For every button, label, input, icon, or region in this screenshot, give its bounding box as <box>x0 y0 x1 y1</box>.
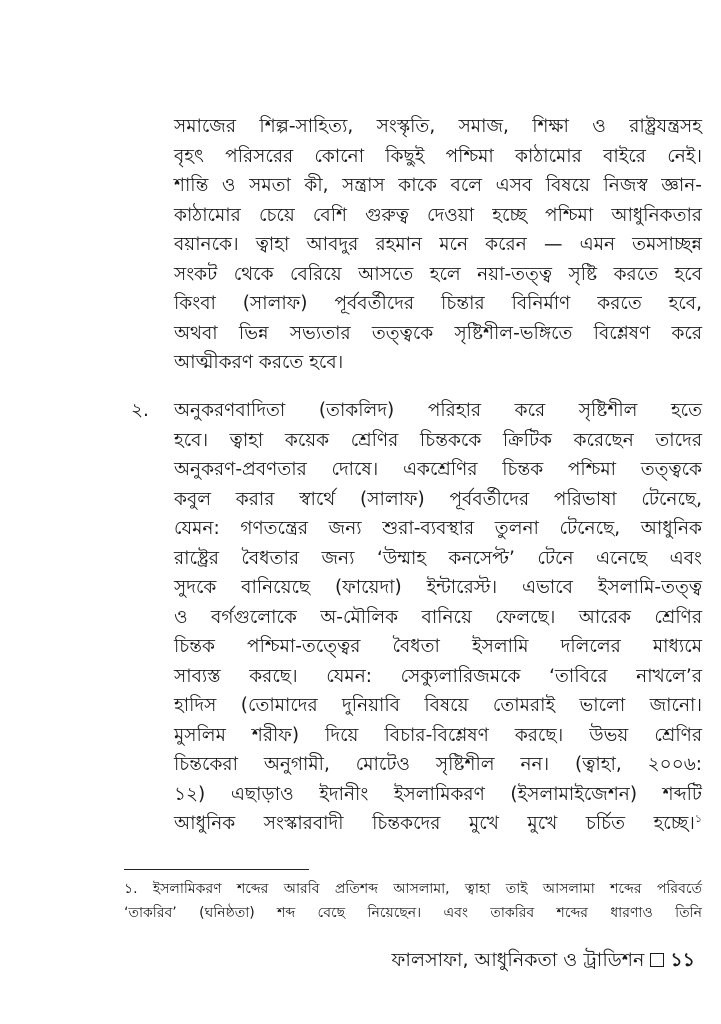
text-line: অথবা ভিন্ন সভ্যতার তত্ত্বকে সৃষ্টিশীল-ভঙ্গিতে বিশ্লেষণ করে <box>174 322 702 344</box>
page-footer <box>392 946 695 974</box>
text-line: কাঠামোর চেয়ে বেশি গুরুত্ব দেওয়া হচ্ছে পশ্চিমা আধুনিকতার <box>174 204 702 226</box>
book-title: ফালসাফা, আধুনিকতা ও ট্রাডিশন <box>391 949 645 971</box>
text-line-with-footnote <box>174 809 702 839</box>
text-line: অনুকরণ-প্রবণতার দোষে। একশ্রেণির চিন্তক পশ্চিমা তত্ত্বকে <box>174 459 702 480</box>
paragraph-continued <box>174 112 702 378</box>
text-line: অনুকরণবাদিতা (তাকলিদ) পরিহার করে সৃষ্টিশীল হতে <box>174 400 702 421</box>
footnote-line: ‘তাকরিব’ (ঘনিষ্ঠতা) শব্দ বেছে নিয়েছেন। এবং তাকরিব শব্দের ধারণাও তিনি <box>124 905 702 921</box>
square-separator-icon <box>650 953 664 967</box>
text-line: যেমন: গণতন্ত্রের জন্য শুরা-ব্যবস্থার তুলনা টেনেছে, আধুনিক <box>174 518 702 539</box>
text-line: বৃহৎ পরিসরের কোনো কিছুই পশ্চিমা কাঠামোর বাইরে নেই। <box>174 145 702 167</box>
text-line: হবে। ত্বাহা কয়েক শ্রেণির চিন্তককে ক্রিটিক করেছেন তাদের <box>174 429 702 451</box>
footnote-divider <box>124 869 309 870</box>
text-line: চিন্তক পশ্চিমা-তত্ত্বের বৈধতা ইসলামি দলিলের মাধ্যমে <box>174 636 702 657</box>
numbered-point <box>174 396 702 839</box>
footnote-reference[interactable]: ১ <box>694 811 702 825</box>
text-line: সুদকে বানিয়েছে (ফায়েদা) ইন্টারেস্ট। এভাবে ইসলামি-তত্ত্ব <box>174 577 702 598</box>
text-line: কবুল করার স্বার্থে (সালাফ) পূর্ববর্তীদের পরিভাষা টেনেছে, <box>174 488 702 510</box>
text-line: সমাজের শিল্প-সাহিত্য, সংস্কৃতি, সমাজ, শিক্ষা ও রাষ্ট্রযন্ত্রসহ <box>174 116 702 137</box>
text-line: আধুনিক সংস্কারবাদী চিন্তকদের মুখে মুখে চর্চিত হচ্ছে। <box>174 813 695 834</box>
text-line: ও বর্গগুলোকে অ-মৌলিক বানিয়ে ফেলছে। আরেক শ্রেণির <box>174 606 702 628</box>
text-line: বয়ানকে। ত্বাহা আবদুর রহমান মনে করেন — এমন তমসাচ্ছন্ন <box>174 234 702 255</box>
text-line: শান্তি ও সমতা কী, সন্ত্রাস কাকে বলে এসব বিষয়ে নিজস্ব জ্ঞান- <box>174 175 702 196</box>
footnote <box>124 877 702 925</box>
text-line: চিন্তকেরা অনুগামী, মোটেও সৃষ্টিশীল নন। (ত্বাহা, ২০০৬: <box>174 754 702 775</box>
text-line: রাষ্ট্রের বৈধতার জন্য ‘উম্মাহ কনসেপ্ট’ টেনে এনেছে এবং <box>174 547 702 569</box>
text-line: কিংবা (সালাফ) পূর্ববর্তীদের চিন্তার বিনির্মাণ করতে হবে, <box>174 293 702 314</box>
text-line: মুসলিম শরীফ) দিয়ে বিচার-বিশ্লেষণ করছে। উভয় শ্রেণির <box>174 724 702 746</box>
page-number: ১১ <box>670 949 695 971</box>
text-line: ১২) এছাড়াও ইদানীং ইসলামিকরণ (ইসলামাইজেশন) শব্দটি <box>174 783 702 805</box>
text-line: হাদিস (তোমাদের দুনিয়াবি বিষয়ে তোমরাই ভালো জানো। <box>174 695 702 716</box>
text-line: সাব্যস্ত করছে। যেমন: সেক্যুলারিজমকে ‘তাবিরে নাখলে’র <box>174 665 702 687</box>
text-line: আত্মীকরণ করতে হবে। <box>174 352 344 373</box>
list-number: ২. <box>131 400 149 421</box>
footnote-line: ১. ইসলামিকরণ শব্দের আরবি প্রতিশব্দ আসলামা, ত্বাহা তাই আসলামা শব্দের পরিবর্তে <box>124 881 702 897</box>
text-line: সংকট থেকে বেরিয়ে আসতে হলে নয়া-তত্ত্ব সৃষ্টি করতে হবে <box>174 263 702 285</box>
